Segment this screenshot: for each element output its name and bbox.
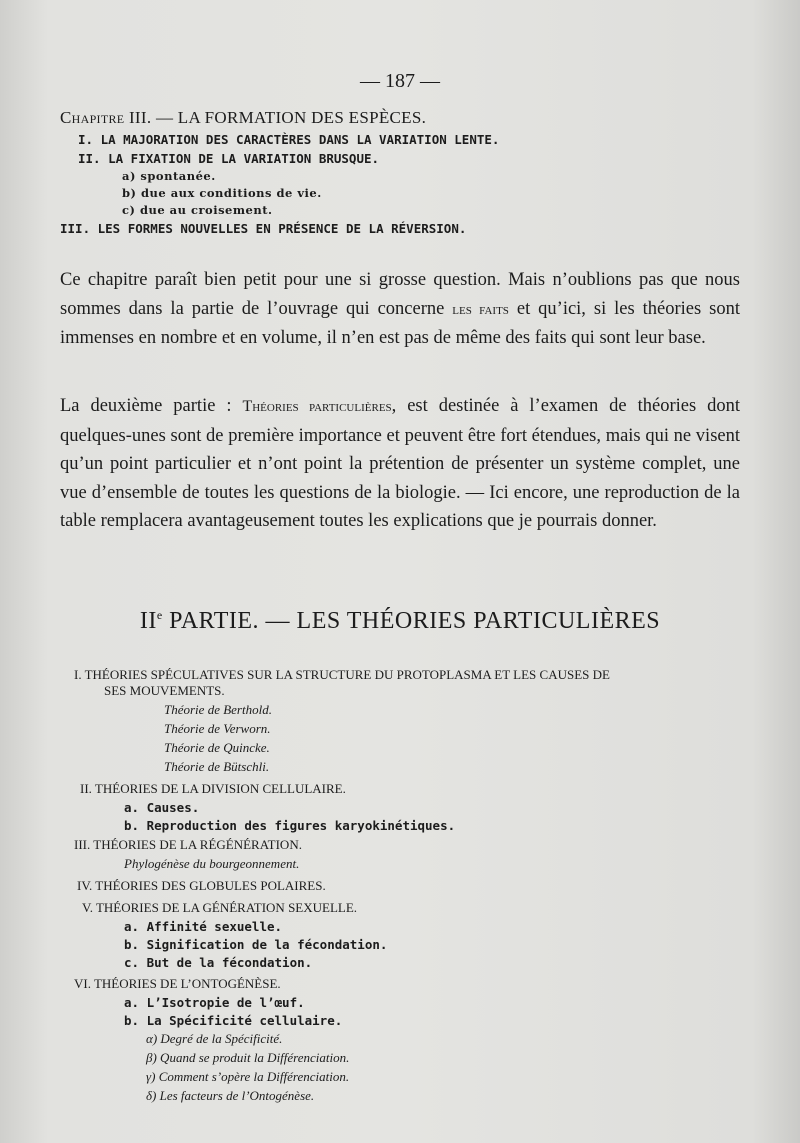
toc-entry: a. L’Isotropie de l’œuf. xyxy=(124,995,305,1010)
toc-entry: Théorie de Berthold. xyxy=(164,702,272,717)
paragraph-2-text-b: , est destinée à l’examen de théories dont quelques-unes sont de première importance et peuvent être fort étendues, mais qui ne visent qu’un point particulier et n’ont point la prétention de présenter un système complet, une vue d’ensemble de toutes les questions de la biologie. — Ici encore, une reproduction de la table remplacera avantageusement toutes les explications que je pourrais donner. xyxy=(60,396,740,531)
chapter-subitem: b) due aux conditions de vie. xyxy=(122,186,322,200)
toc-section: III. THÉORIES DE LA RÉGÉNÉRATION. xyxy=(74,837,302,852)
toc-section: II. THÉORIES DE LA DIVISION CELLULAIRE. xyxy=(80,781,346,796)
toc-entry: Théorie de Bütschli. xyxy=(164,759,270,774)
toc-entry: Théorie de Quincke. xyxy=(164,740,270,755)
toc-section: VI. THÉORIES DE L’ONTOGÉNÈSE. xyxy=(74,976,281,991)
paragraph-1 xyxy=(60,266,740,353)
toc-subentry: α) Degré de la Spécificité. xyxy=(146,1031,283,1046)
toc-entry: b. Signification de la fécondation. xyxy=(124,937,388,952)
toc-entry: Théorie de Verworn. xyxy=(164,721,271,736)
toc-entry: a. Affinité sexuelle. xyxy=(124,919,283,934)
toc-section: IV. THÉORIES DES GLOBULES POLAIRES. xyxy=(77,878,326,893)
page-number: — 187 — xyxy=(360,70,440,92)
part-heading xyxy=(0,608,800,635)
toc-section-cont: SES MOUVEMENTS. xyxy=(104,683,225,698)
chapter-subitem: a) spontanée. xyxy=(122,169,216,183)
paragraph-2-emphasis: Théories particulières xyxy=(242,398,392,415)
toc-entry: a. Causes. xyxy=(124,800,200,815)
toc-subentry: γ) Comment s’opère la Différenciation. xyxy=(146,1069,350,1084)
chapter-prefix: Chapitre xyxy=(60,108,125,127)
chapter-heading: III. — LA FORMATION DES ESPÈCES. xyxy=(128,108,427,127)
toc-section: I. THÉORIES SPÉCULATIVES SUR LA STRUCTURE DU PROTOPLASMA ET LES CAUSES DE xyxy=(74,667,610,682)
part-numeral: II xyxy=(139,608,157,634)
part-title: PARTIE. — LES THÉORIES PARTICULIÈRES xyxy=(162,608,661,634)
chapter-item: II. LA FIXATION DE LA VARIATION BRUSQUE. xyxy=(78,151,380,166)
chapter-title xyxy=(60,108,740,128)
chapter-item: I. LA MAJORATION DES CARACTÈRES DANS LA VARIATION LENTE. xyxy=(78,132,500,147)
chapter-item: III. LES FORMES NOUVELLES EN PRÉSENCE DE LA RÉVERSION. xyxy=(60,221,467,236)
chapter-subitem: c) due au croisement. xyxy=(122,203,273,217)
paragraph-2-text-a: La deuxième partie : xyxy=(60,396,243,416)
paragraph-1-emphasis: les faits xyxy=(452,300,509,318)
toc-entry: c. But de la fécondation. xyxy=(124,955,313,970)
toc-entry: b. Reproduction des figures karyokinétiques. xyxy=(124,818,456,833)
toc-entry: b. La Spécificité cellulaire. xyxy=(124,1013,343,1028)
table-of-contents xyxy=(74,664,734,1104)
toc-subentry: β) Quand se produit la Différenciation. xyxy=(146,1050,350,1065)
paragraph-1-text-a: Ce chapitre paraît bien petit pour une si grosse question. Mais n’oublions pas que nous sommes dans la partie de l’ouvrage qui concerne xyxy=(60,270,740,319)
toc-section: V. THÉORIES DE LA GÉNÉRATION SEXUELLE. xyxy=(82,900,358,915)
part-sup: e xyxy=(156,608,163,622)
paragraph-2 xyxy=(60,392,740,536)
paragraph-1-text-b: et qu’ici, si les théories sont immenses en nombre et en volume, il n’en est pas de même des faits qui sont leur base. xyxy=(60,298,740,348)
chapter-summary xyxy=(60,108,740,236)
toc-subentry: δ) Les facteurs de l’Ontogénèse. xyxy=(146,1088,315,1103)
toc-entry: Phylogénèse du bourgeonnement. xyxy=(124,856,300,871)
